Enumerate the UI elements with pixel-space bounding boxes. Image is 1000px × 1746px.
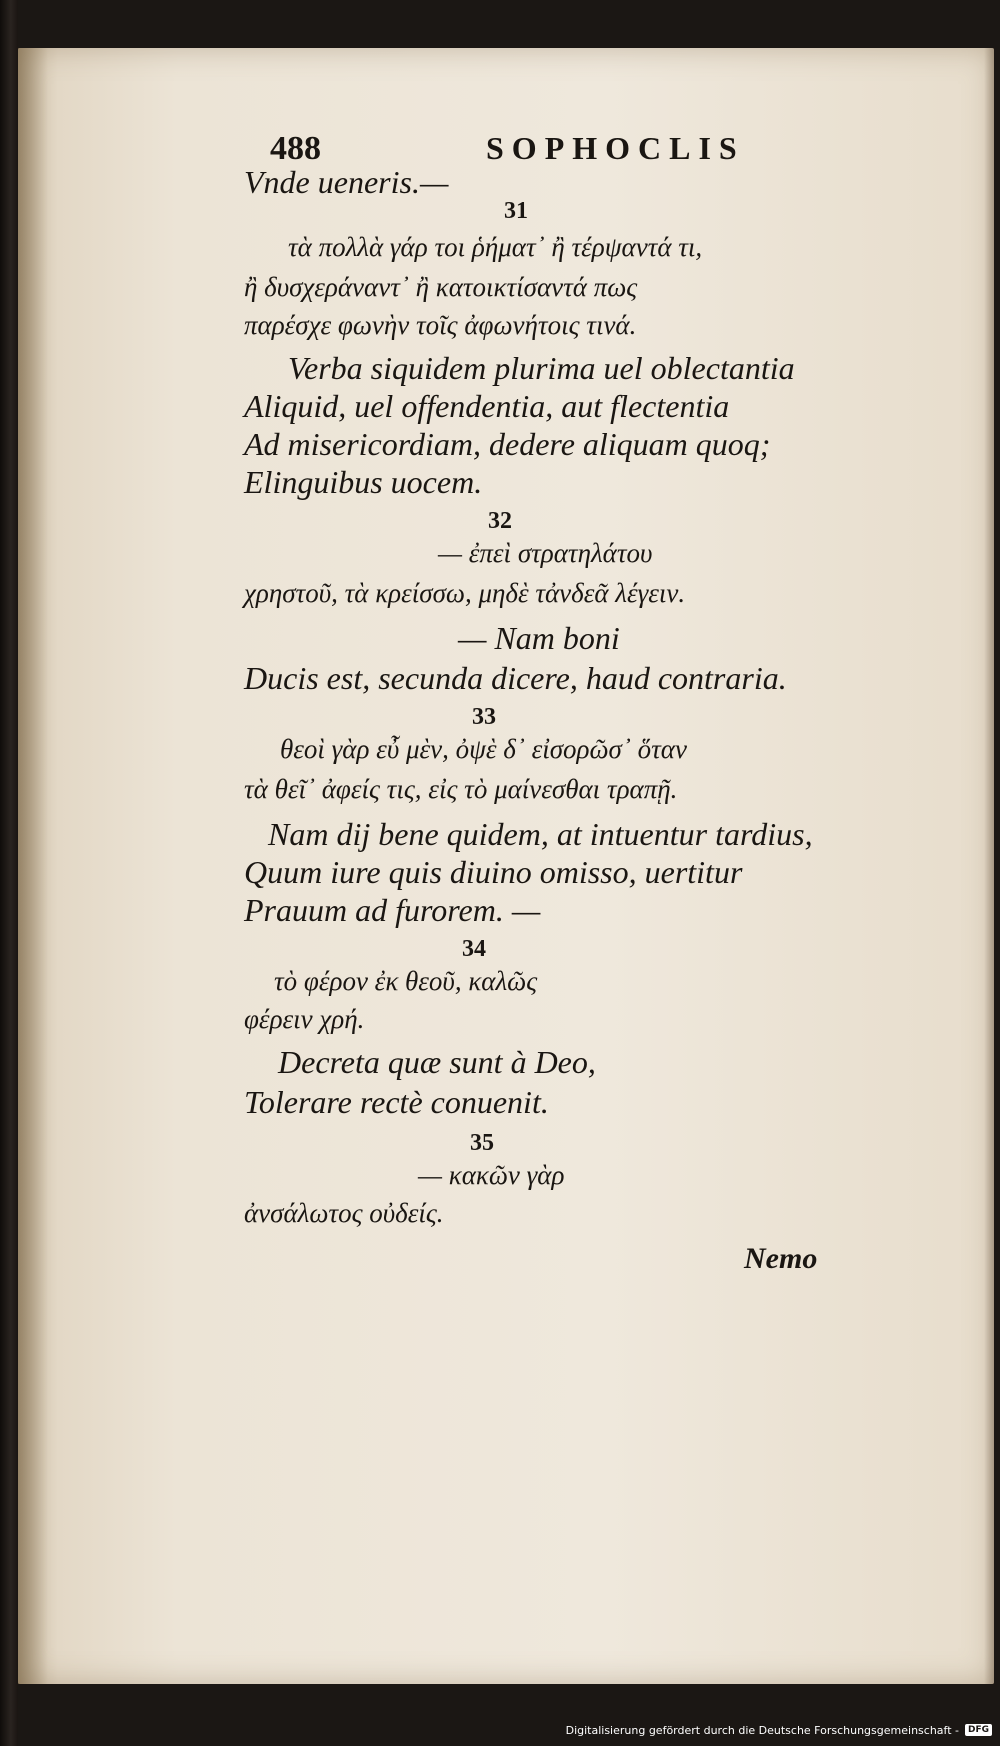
latin-line: Prauum ad furorem. — — [244, 892, 541, 928]
greek-line: θεοὶ γὰρ εὖ μὲν, ὀψὲ δ᾽ εἰσορῶσ᾽ ὅταν — [280, 734, 687, 764]
credit-text: Digitalisierung gefördert durch die Deutsche Forschungsgemeinschaft - — [565, 1723, 959, 1737]
greek-line: τὸ φέρον ἐκ θεοῦ, καλῶς — [274, 966, 538, 996]
latin-line: Vnde ueneris.— — [244, 164, 449, 200]
fragment-number: 33 — [472, 704, 496, 730]
page-text — [18, 48, 994, 1684]
latin-line: Tolerare rectè conuenit. — [244, 1084, 549, 1120]
latin-line: Aliquid, uel offendentia, aut flectentia — [244, 388, 730, 424]
latin-line: Ad misericordiam, dedere aliquam quoq; — [244, 426, 771, 462]
dfg-logo-icon: DFG — [965, 1724, 992, 1736]
latin-line: — Nam boni — [458, 620, 620, 656]
greek-line: ἀνσάλωτος οὐδείς. — [244, 1198, 444, 1228]
greek-line: παρέσχε φωνὴν τοῖς ἀφωνήτοις τινά. — [244, 310, 637, 340]
greek-line: τὰ πολλὰ γάρ τοι ῥήματ᾽ ἢ τέρψαντά τι, — [288, 232, 703, 262]
greek-line: τὰ θεῖ᾽ ἀφείς τις, εἰς τὸ μαίνεσθαι τραπῇ. — [244, 774, 678, 804]
fragment-number: 32 — [488, 508, 512, 534]
book-page — [18, 48, 994, 1684]
latin-line: Ducis est, secunda dicere, haud contraria. — [244, 660, 787, 696]
greek-line: χρηστοῦ, τὰ κρείσσω, μηδὲ τἀνδεᾶ λέγειν. — [244, 578, 686, 608]
latin-line: Quum iure quis diuino omisso, uertitur — [244, 854, 743, 890]
page-number: 488 — [270, 130, 321, 167]
latin-line: Nam dij bene quidem, at intuentur tardius, — [268, 816, 813, 852]
fragment-number: 35 — [470, 1130, 494, 1156]
greek-line: ἢ δυσχεράναντ᾽ ἢ κατοικτίσαντά πως — [244, 272, 638, 302]
fragment-number: 34 — [462, 936, 486, 962]
fragment-number: 31 — [504, 198, 528, 224]
latin-line: Elinguibus uocem. — [244, 464, 483, 500]
digitization-credit — [566, 1720, 992, 1740]
greek-line: φέρειν χρή. — [244, 1004, 365, 1034]
greek-line: — κακῶν γὰρ — [418, 1160, 565, 1190]
running-head: SOPHOCLIS — [486, 130, 745, 166]
latin-line: Verba siquidem plurima uel oblectantia — [288, 350, 795, 386]
catchword: Nemo — [744, 1242, 818, 1275]
latin-line: Decreta quæ sunt à Deo, — [278, 1044, 596, 1080]
book-spine-edge — [0, 0, 18, 1746]
greek-line: — ἐπεὶ στρατηλάτου — [438, 538, 653, 568]
